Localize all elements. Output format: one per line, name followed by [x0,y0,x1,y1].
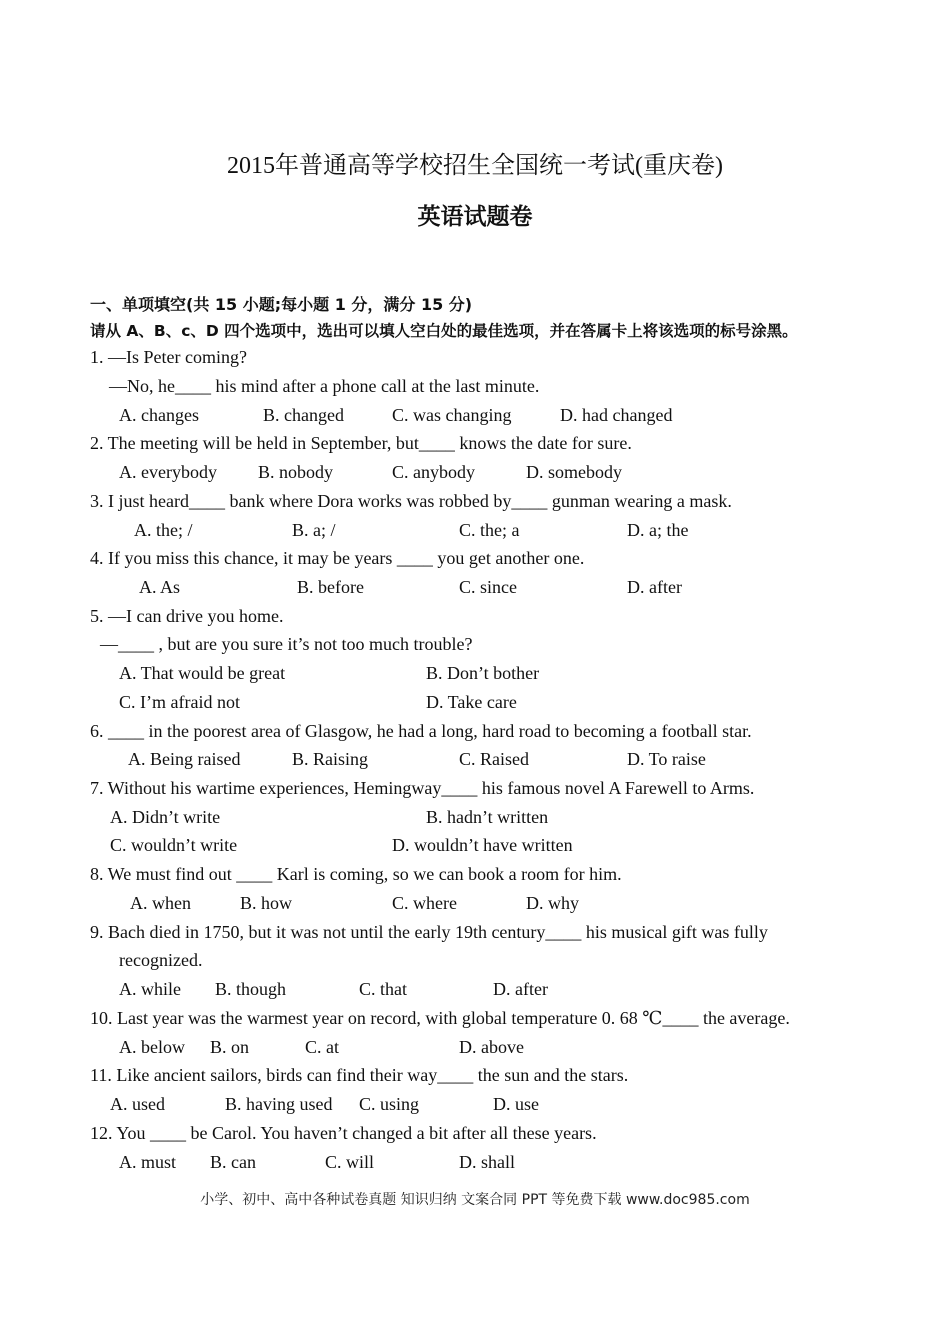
question-5-line-2: —____ , but are you sure it’s not too much trouble? [100,634,473,654]
question-4-line-1: 4. If you miss this chance, it may be years ____ you get another one. [90,548,585,568]
question-8-option-c: C. where [392,893,457,913]
question-3-line-1: 3. I just heard____ bank where Dora works was robbed by____ gunman wearing a mask. [90,491,732,511]
question-1-option-b: B. changed [263,405,344,425]
question-6-option-a: A. Being raised [128,749,241,769]
question-9-option-b: B. though [215,979,287,999]
question-9-line-1: 9. Bach died in 1750, but it was not until the early 19th century____ his musical gift was fully [90,922,768,942]
question-9-option-c: C. that [359,979,407,999]
question-10-line-1: 10. Last year was the warmest year on record, with global temperature 0. 68 ℃____ the average. [90,1008,790,1028]
section-instruction: 请从 A、B、c、D 四个选项中，选出可以填人空白处的最佳选项，并在答属卡上将该选项的标号涂黑。 [90,322,798,340]
question-10-option-d: D. above [459,1037,524,1057]
question-12-option-a: A. must [119,1152,177,1172]
question-5-line-1: 5. —I can drive you home. [90,606,284,626]
question-2-line-1: 2. The meeting will be held in September, but____ knows the date for sure. [90,433,632,453]
question-9-option-a: A. while [119,979,181,999]
question-3-option-a: A. the; / [134,520,193,540]
question-10-option-b: B. on [210,1037,250,1057]
question-5-option-c: C. I’m afraid not [119,692,240,712]
question-4-option-c: C. since [459,577,517,597]
question-10-option-a: A. below [119,1037,185,1057]
question-10-option-c: C. at [305,1037,339,1057]
question-7-option-b: B. hadn’t written [426,807,549,827]
question-2-option-c: C. anybody [392,462,475,482]
question-12-option-d: D. shall [459,1152,515,1172]
question-5-option-b: B. Don’t bother [426,663,540,683]
question-3-option-d: D. a; the [627,520,689,540]
question-12-line-1: 12. You ____ be Carol. You haven’t changed a bit after all these years. [90,1123,597,1143]
question-7-option-d: D. wouldn’t have written [392,835,573,855]
question-1-line-2: —No, he____ his mind after a phone call at the last minute. [109,376,540,396]
question-1-option-a: A. changes [119,405,199,425]
question-6-option-d: D. To raise [627,749,706,769]
question-9-line-2: recognized. [119,950,203,970]
question-4-option-a: A. As [139,577,181,597]
question-12-option-b: B. can [210,1152,256,1172]
question-8-line-1: 8. We must find out ____ Karl is coming, so we can book a room for him. [90,864,622,884]
question-1-line-1: 1. —Is Peter coming? [90,347,247,367]
question-7-line-1: 7. Without his wartime experiences, Hemingway____ his famous novel A Farewell to Arms. [90,778,755,798]
question-11-option-c: C. using [359,1094,420,1114]
question-2-option-d: D. somebody [526,462,622,482]
question-11-line-1: 11. Like ancient sailors, birds can find their way____ the sun and the stars. [90,1065,629,1085]
question-1-option-c: C. was changing [392,405,512,425]
question-1-option-d: D. had changed [560,405,673,425]
question-9-option-d: D. after [493,979,548,999]
question-7-option-c: C. wouldn’t write [110,835,238,855]
question-8-option-b: B. how [240,893,293,913]
question-7-option-a: A. Didn’t write [110,807,221,827]
question-2-option-b: B. nobody [258,462,334,482]
question-5-option-d: D. Take care [426,692,517,712]
page-footer: 小学、初中、高中各种试卷真题 知识归纳 文案合同 PPT 等免费下载 www.doc985.com [200,1192,750,1208]
question-5-option-a: A. That would be great [119,663,286,683]
question-4-option-b: B. before [297,577,364,597]
section-heading: 一、单项填空(共 15 小题;每小题 1 分，满分 15 分) [90,295,473,314]
question-6-line-1: 6. ____ in the poorest area of Glasgow, he had a long, hard road to becoming a football star. [90,721,752,741]
question-11-option-d: D. use [493,1094,539,1114]
question-8-option-d: D. why [526,893,579,913]
question-6-option-b: B. Raising [292,749,369,769]
question-8-option-a: A. when [130,893,191,913]
question-12-option-c: C. will [325,1152,375,1172]
question-11-option-a: A. used [110,1094,165,1114]
question-3-option-c: C. the; a [459,520,520,540]
question-2-option-a: A. everybody [119,462,217,482]
page-subtitle: 英语试题卷 [417,204,533,230]
page-title: 2015年普通高等学校招生全国统一考试(重庆卷) [227,153,723,179]
question-6-option-c: C. Raised [459,749,529,769]
question-3-option-b: B. a; / [292,520,336,540]
question-4-option-d: D. after [627,577,682,597]
question-11-option-b: B. having used [225,1094,333,1114]
